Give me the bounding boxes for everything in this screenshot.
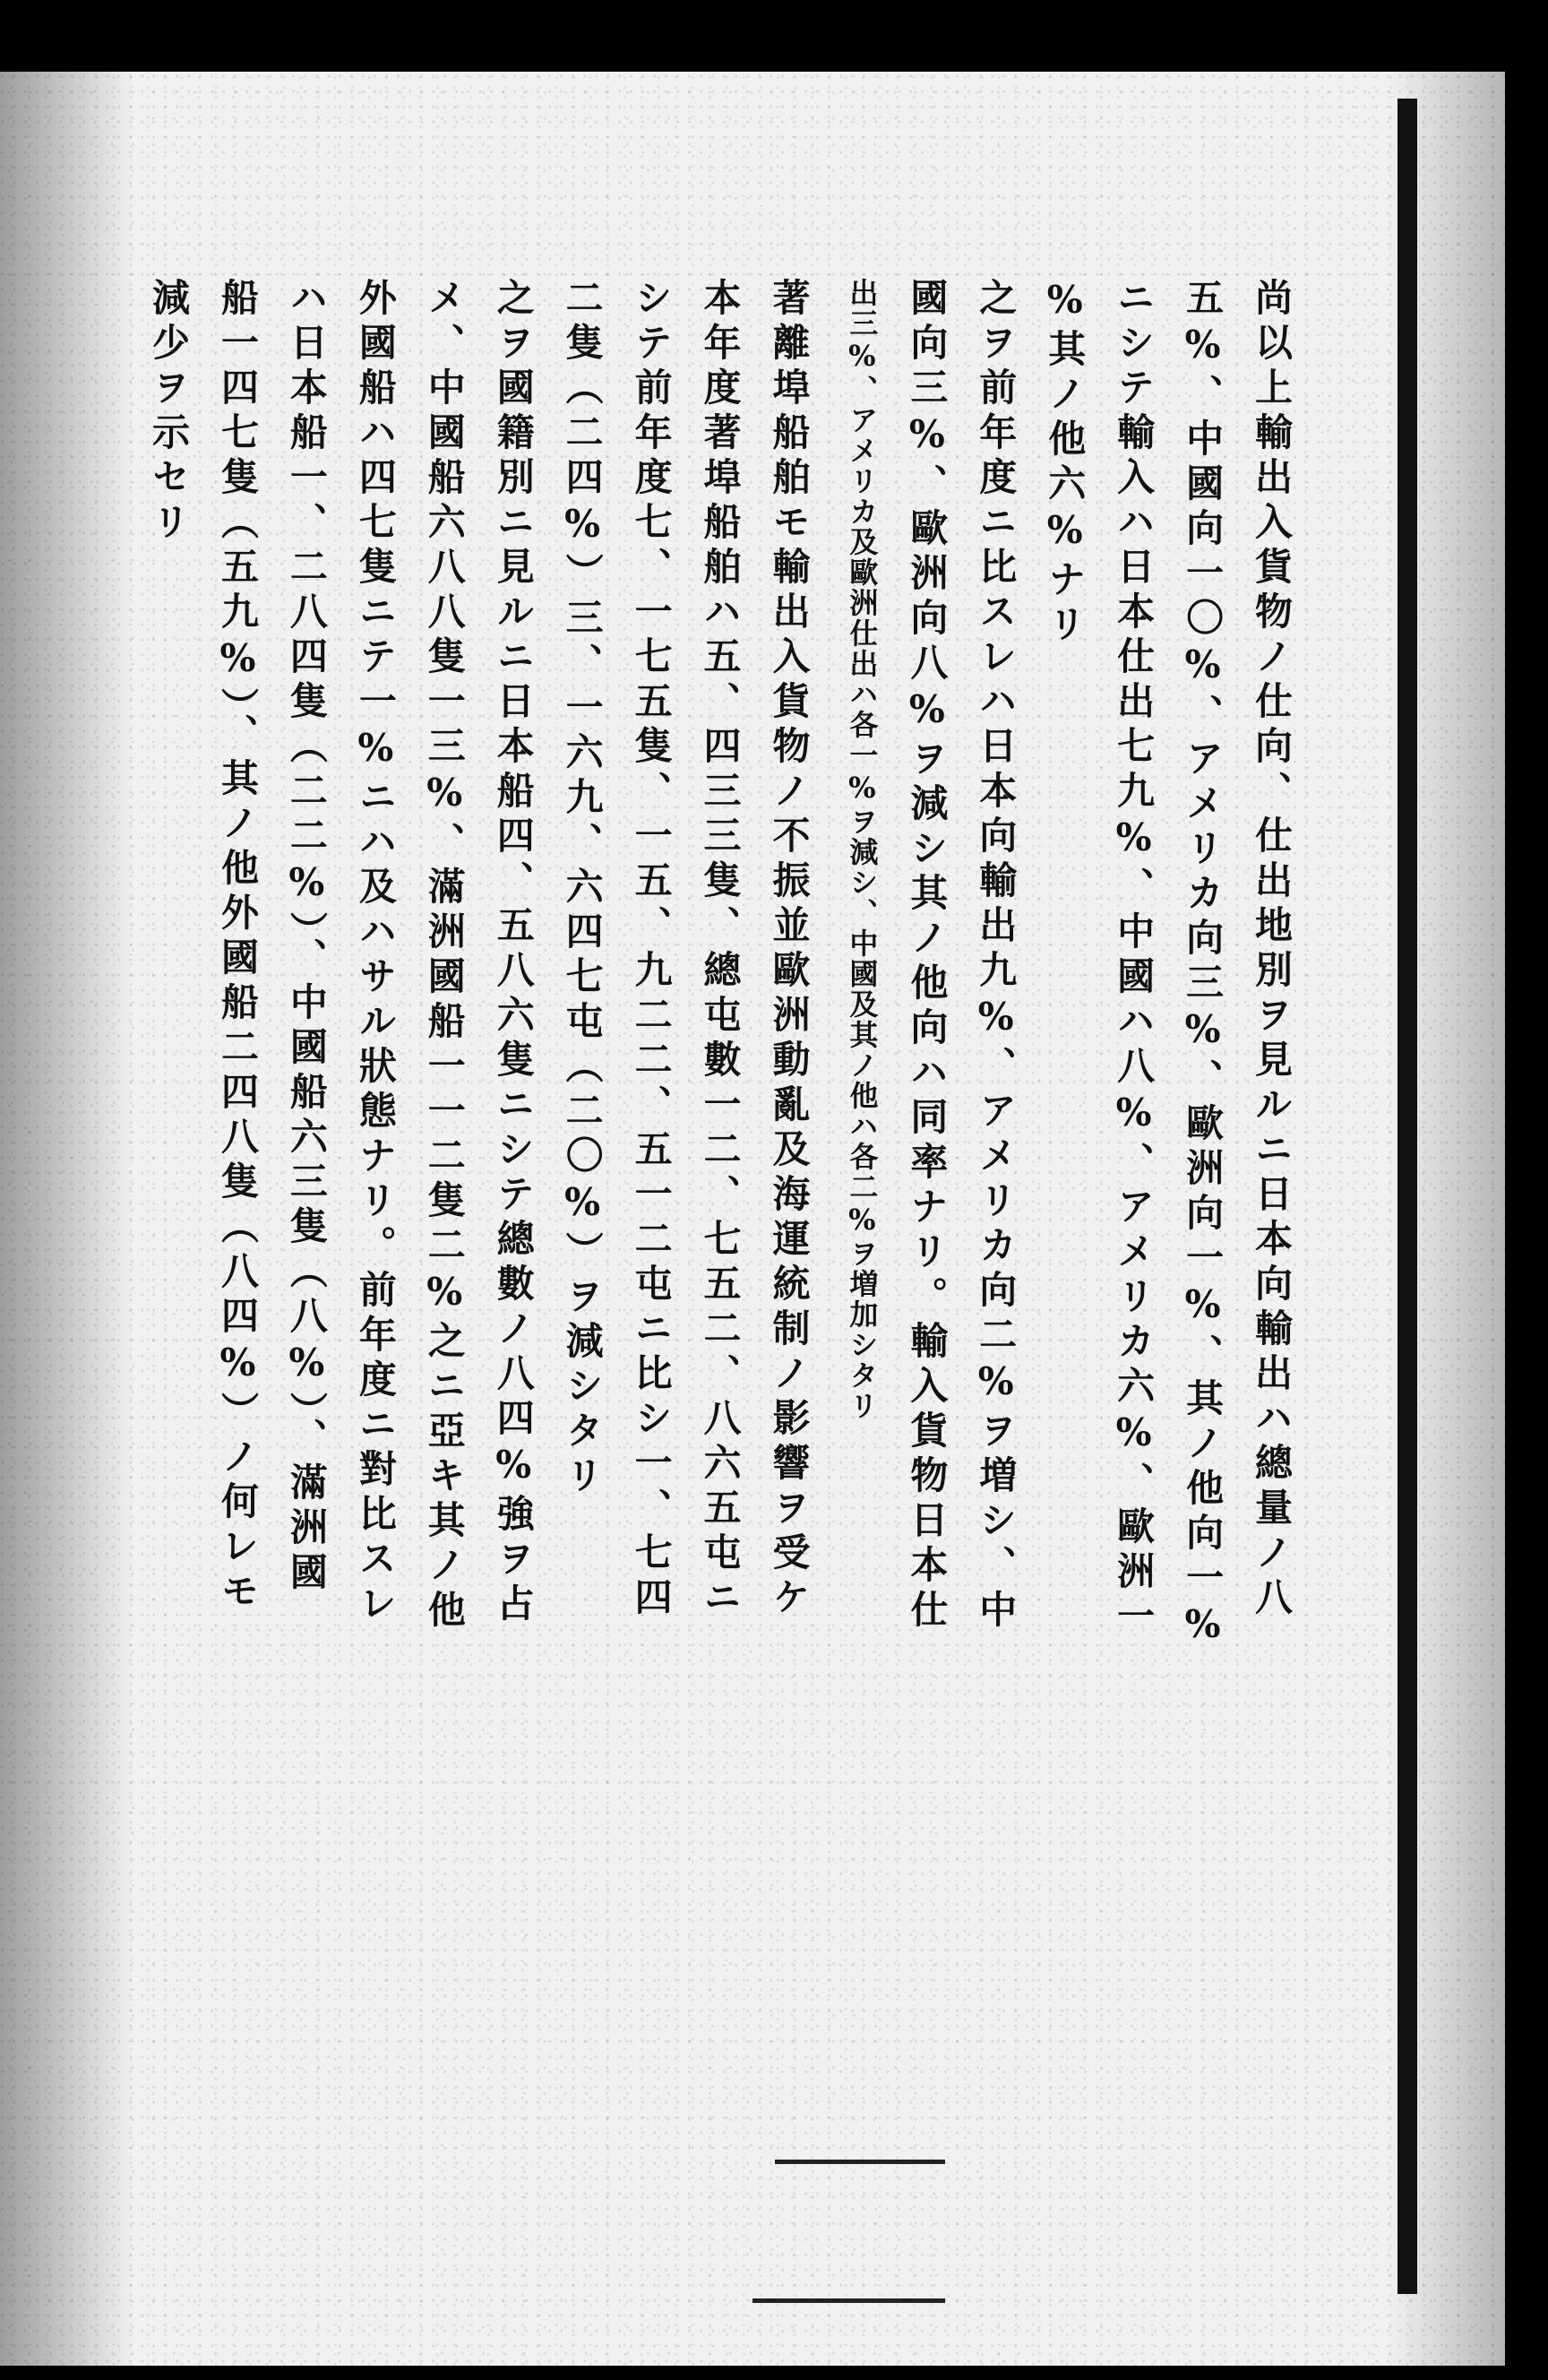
text-column: %其ノ他六%ナリ [1043, 278, 1088, 649]
text-column: 著離埠船舶モ輸出入貨物ノ不振並歐洲動亂及海運統制ノ影響ヲ受ケ [767, 278, 812, 1622]
horizontal-rule [775, 2160, 945, 2164]
text-column: 之ヲ國籍別ニ見ルニ日本船四、五八六隻ニシテ總數ノ八四%強ヲ占 [491, 278, 536, 1628]
text-column: 外國船ハ四七隻ニテ一%ニハ及ハサル狀態ナリ。前年度ニ對比スレ [353, 278, 398, 1628]
text-column: 二隻（二四%）三、一六九、六四七屯（二〇%）ヲ減シタリ [560, 278, 605, 1500]
text-column: 之ヲ前年度ニ比スレハ日本向輸出九%、アメリカ向二%ヲ増シ、中 [974, 278, 1019, 1634]
text-column: ハ日本船一、二八四隻（二二%）、中國船六三隻（八%）、滿洲國 [284, 278, 329, 1597]
text-column: 船一四七隻（五九%）、其ノ他外國船二四八隻（八四%）ノ何レモ [215, 278, 260, 1616]
horizontal-rule [752, 2298, 945, 2303]
page-edge-shadow-left [0, 72, 134, 2366]
text-column: 國向三%、歐洲向八%ヲ減シ其ノ他向ハ同率ナリ。輸入貨物日本仕 [905, 278, 950, 1634]
text-column: メ、中國船六八八隻一三%、滿洲國船一一二隻二%之ニ亞キ其ノ他 [422, 278, 467, 1634]
text-column: 五%、中國向一〇%、アメリカ向三%、歐洲向一%、其ノ他向一% [1181, 278, 1226, 1653]
text-column: 減少ヲ示セリ [147, 278, 191, 547]
text-column: 出三%、アメリカ及歐洲仕出ハ各一%ヲ減シ、中國及其ノ他ハ各二%ヲ増加シタリ [845, 278, 880, 1421]
binding-bar [1398, 99, 1417, 2294]
text-column: シテ前年度七、一七五隻、一五、九二二、五一二屯ニ比シ一、七四 [629, 278, 674, 1622]
text-column: ニシテ輸入ハ日本仕出七九%、中國ハ八%、アメリカ六%、歐洲一 [1112, 278, 1157, 1641]
scanned-page [0, 72, 1505, 2366]
text-column: 尚以上輸出入貨物ノ仕向、仕出地別ヲ見ルニ日本向輸出ハ總量ノ八 [1250, 278, 1294, 1622]
text-column: 本年度著埠船舶ハ五、四三三隻、總屯數一二、七五二、八六五屯ニ [698, 278, 743, 1622]
vertical-text-block [125, 278, 1294, 2249]
